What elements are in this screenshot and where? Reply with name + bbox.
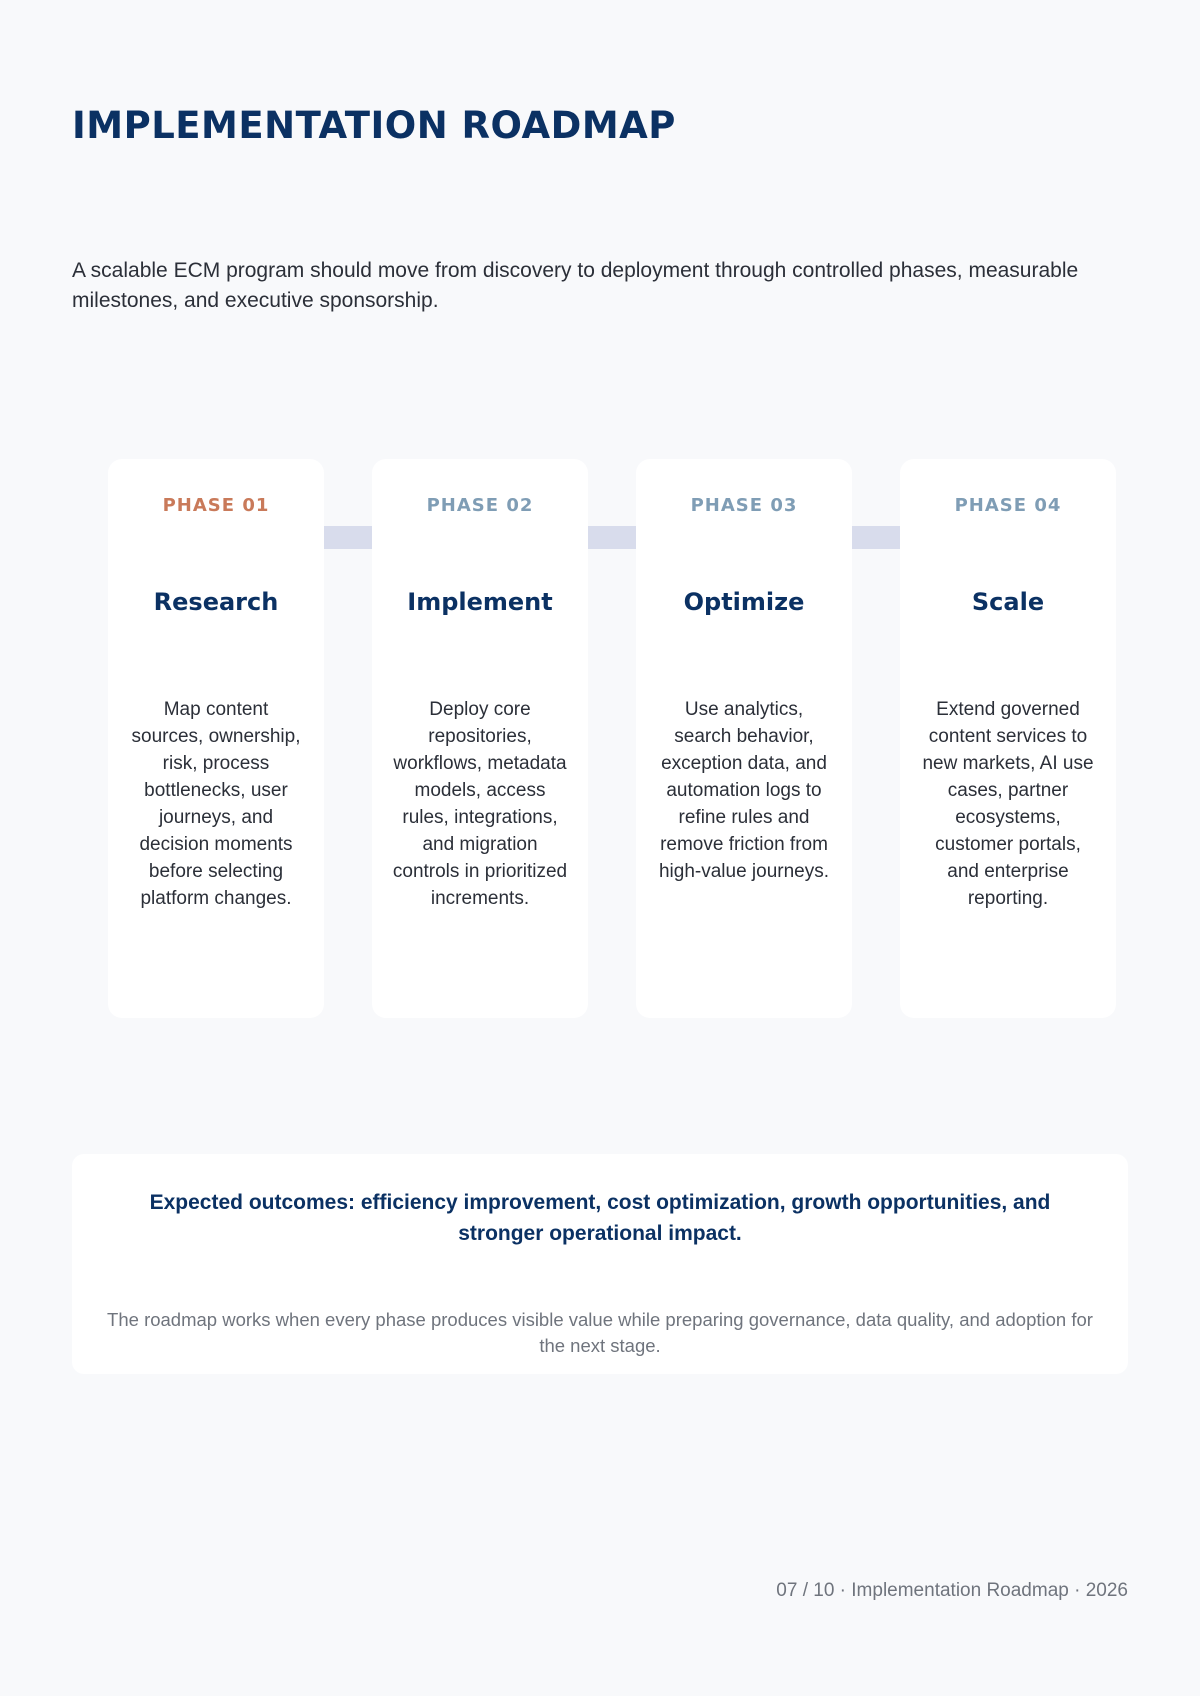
phase-name: Research [153, 588, 279, 616]
phase-card-scale [900, 459, 1116, 1018]
outcome-note: The roadmap works when every phase produces visible value while preparing governance, data quality, and adoption for the next stage. [107, 1309, 1093, 1356]
page-title: IMPLEMENTATION ROADMAP [72, 104, 676, 147]
phase-card-research [108, 459, 324, 1018]
phase-connector [588, 526, 636, 549]
phase-timeline [108, 459, 1117, 1018]
phase-connector [324, 526, 372, 549]
phase-description: Extend governed content services to new markets, AI use cases, partner ecosystems, customer portals, and enterprise reporting. [922, 699, 1094, 909]
phase-connector [852, 526, 900, 549]
phase-name: Optimize [683, 588, 805, 616]
intro-paragraph: A scalable ECM program should move from discovery to deployment through controlled phases, measurable milestones, and executive sponsorship. [72, 259, 1079, 312]
phase-card-implement [372, 459, 588, 1018]
phase-label: PHASE 03 [690, 495, 798, 516]
phase-description: Deploy core repositories, workflows, metadata models, access rules, integrations, and migration controls in prioritized increments. [392, 699, 568, 909]
phase-label: PHASE 01 [162, 495, 270, 516]
outcome-title: Expected outcomes: efficiency improvement, cost optimization, growth opportunities, and stronger operational impact. [149, 1191, 1051, 1245]
phase-label: PHASE 04 [954, 495, 1062, 516]
outcome-callout [72, 1154, 1128, 1374]
phase-description: Use analytics, search behavior, exception data, and automation logs to refine rules and remove friction from high-value journeys. [658, 699, 830, 882]
phase-name: Scale [971, 588, 1045, 616]
phase-label: PHASE 02 [426, 495, 534, 516]
phase-name: Implement [407, 588, 553, 616]
phase-description: Map content sources, ownership, risk, process bottlenecks, user journeys, and decision moments before selecting platform changes. [131, 699, 301, 909]
phase-card-optimize [636, 459, 852, 1018]
page-footer: 07 / 10 · Implementation Roadmap · 2026 [776, 1580, 1128, 1601]
